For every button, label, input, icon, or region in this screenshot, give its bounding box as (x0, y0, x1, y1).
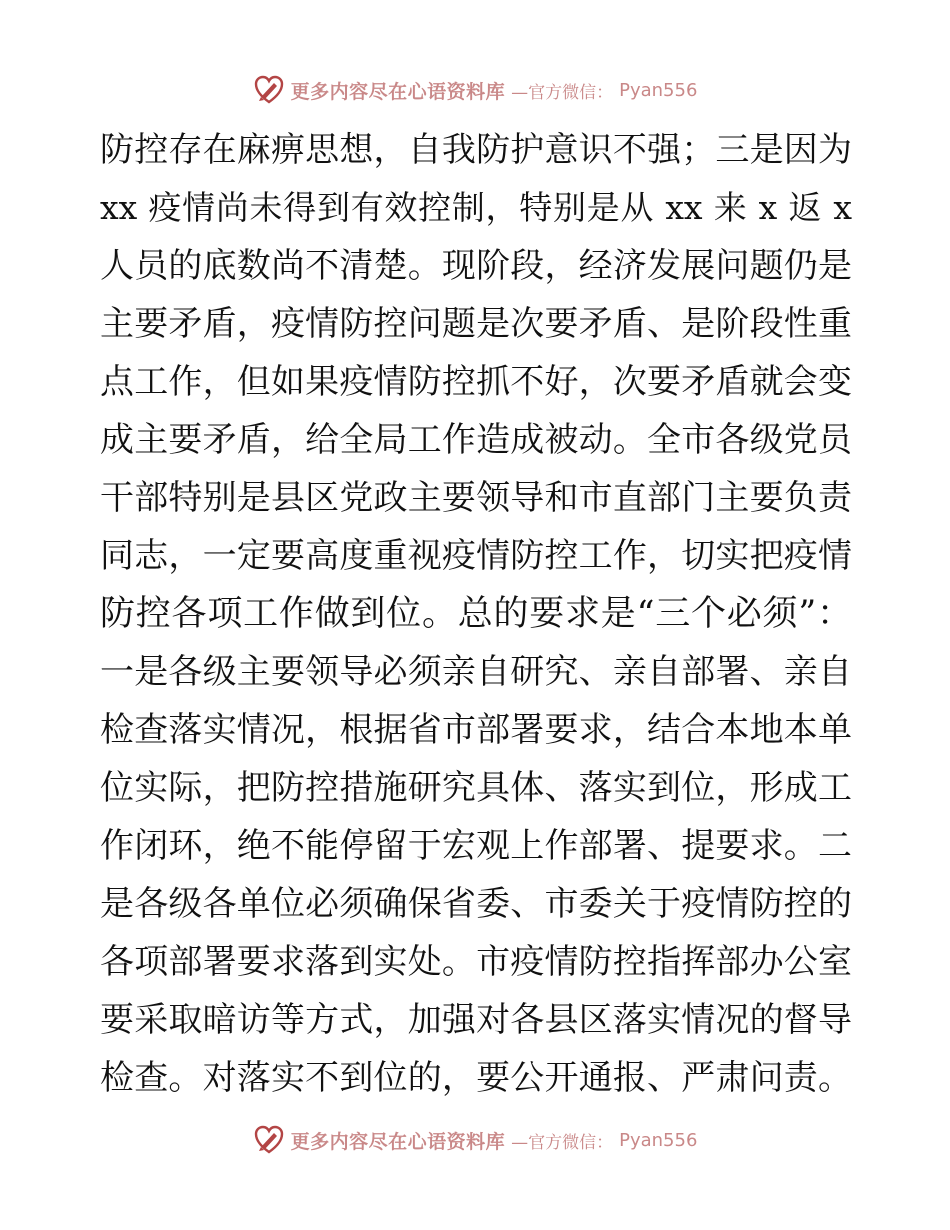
pen-heart-logo-icon (253, 74, 285, 106)
body-line: 人员的底数尚不清楚。现阶段，经济发展问题仍是 (100, 246, 852, 286)
watermark-group (253, 1124, 698, 1156)
body-line: 干部特别是县区党政主要领导和市直部门主要负责 (100, 478, 852, 518)
body-line: 各项部署要求落到实处。市疫情防控指挥部办公室 (100, 942, 852, 982)
header-watermark (0, 70, 950, 110)
body-line: 防控各项工作做到位。总的要求是“三个必须”： (100, 594, 852, 634)
body-line: 成主要矛盾，给全局工作造成被动。全市各级党员 (100, 420, 852, 460)
body-line: 同志，一定要高度重视疫情防控工作，切实把疫情 (100, 536, 852, 576)
watermark-group (253, 74, 698, 106)
body-line: 一是各级主要领导必须亲自研究、亲自部署、亲自 (100, 652, 852, 692)
body-line: 位实际，把防控措施研究具体、落实到位，形成工 (100, 768, 852, 808)
watermark-main-text: 更多内容尽在心语资料库 (290, 1130, 506, 1153)
body-line: 检查。对落实不到位的，要公开通报、严肃问责。 (100, 1058, 852, 1098)
pen-heart-logo-icon (253, 1124, 285, 1156)
watermark-main-text: 更多内容尽在心语资料库 (290, 80, 506, 103)
watermark-official-text: —官方微信： (511, 82, 614, 103)
body-line: xx 疫情尚未得到有效控制，特别是从 xx 来 x 返 x (100, 188, 852, 227)
body-line: 主要矛盾，疫情防控问题是次要矛盾、是阶段性重 (100, 304, 852, 344)
watermark-wechat-id: Pyan556 (619, 79, 698, 101)
body-line: 防控存在麻痹思想，自我防护意识不强；三是因为 (100, 130, 852, 170)
body-line: 点工作，但如果疫情防控抓不好，次要矛盾就会变 (100, 362, 852, 402)
watermark-official-text: —官方微信： (511, 1132, 614, 1153)
body-line: 要采取暗访等方式，加强对各县区落实情况的督导 (100, 1000, 852, 1040)
footer-watermark (0, 1120, 950, 1160)
document-body (100, 127, 852, 1113)
body-line: 作闭环，绝不能停留于宏观上作部署、提要求。二 (100, 826, 852, 866)
body-line: 检查落实情况，根据省市部署要求，结合本地本单 (100, 710, 852, 750)
watermark-wechat-id: Pyan556 (619, 1129, 698, 1151)
body-line: 是各级各单位必须确保省委、市委关于疫情防控的 (100, 884, 852, 924)
